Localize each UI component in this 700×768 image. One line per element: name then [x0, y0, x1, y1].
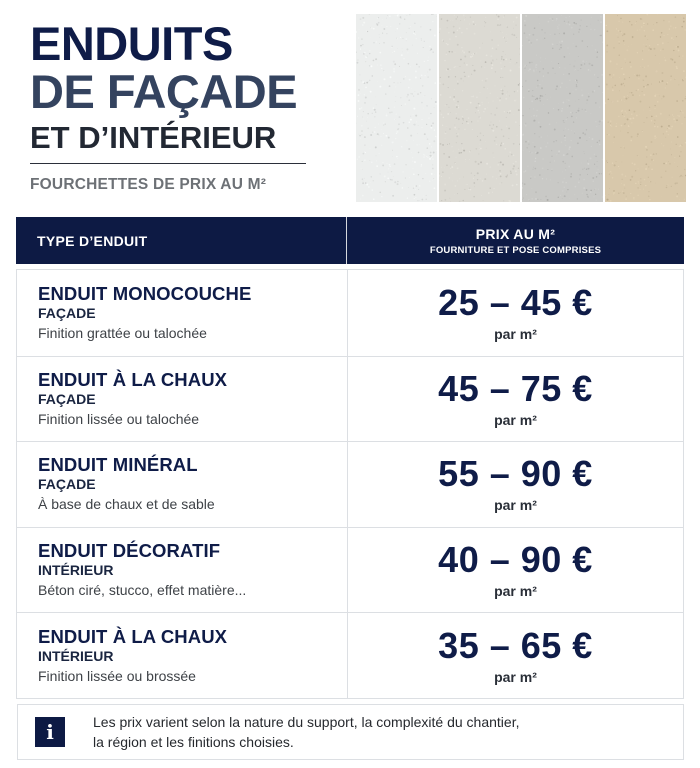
title-line-3: ET D’INTÉRIEUR	[30, 120, 277, 155]
title-divider	[30, 163, 306, 164]
price-cell	[348, 270, 683, 356]
price-range: 35 – 65 €	[438, 624, 593, 666]
render-name: ENDUIT MINÉRAL	[38, 454, 198, 476]
note-line-1: Les prix varient selon la nature du support, la complexité du chantier,	[93, 714, 520, 730]
render-location: INTÉRIEUR	[38, 647, 114, 664]
table-header	[16, 217, 684, 264]
note-text	[93, 712, 519, 752]
white-render-swatch	[356, 14, 437, 202]
type-cell	[17, 357, 348, 442]
title-block	[30, 17, 308, 158]
price-range: 40 – 90 €	[438, 539, 593, 581]
table-row	[17, 356, 683, 442]
price-cell	[348, 442, 683, 527]
render-location: FAÇADE	[38, 304, 96, 321]
info-icon: i	[35, 717, 65, 747]
type-cell	[17, 613, 348, 698]
price-range: 25 – 45 €	[438, 281, 593, 323]
type-cell	[17, 442, 348, 527]
price-cell	[348, 613, 683, 698]
price-cell	[348, 528, 683, 613]
texture-swatches	[356, 14, 686, 202]
render-description: Finition lissée ou talochée	[38, 410, 200, 427]
render-description: Béton ciré, stucco, effet matière...	[38, 582, 247, 599]
price-cell	[348, 357, 683, 442]
type-cell	[17, 270, 348, 356]
title-line-2: DE FAÇADE	[30, 65, 298, 118]
render-name: ENDUIT MONOCOUCHE	[38, 282, 252, 304]
subtitle: FOURCHETTES DE PRIX AU M²	[30, 176, 267, 193]
note-line-2: la région et les finitions choisies.	[93, 734, 294, 750]
render-name: ENDUIT DÉCORATIF	[38, 540, 221, 562]
table-row	[17, 270, 683, 356]
price-range: 45 – 75 €	[438, 367, 593, 409]
render-name: ENDUIT À LA CHAUX	[38, 625, 228, 647]
header-price-sublabel: FOURNITURE ET POSE COMPRISES	[429, 244, 602, 256]
type-cell	[17, 528, 348, 613]
price-unit: par m²	[494, 583, 537, 600]
table-row	[17, 527, 683, 613]
sand-render-swatch	[605, 14, 686, 202]
grey-render-swatch	[522, 14, 603, 202]
table-row	[17, 612, 683, 698]
table-body	[16, 269, 684, 699]
table-row	[17, 441, 683, 527]
render-location: FAÇADE	[38, 390, 96, 407]
info-note	[17, 704, 684, 760]
price-range: 55 – 90 €	[438, 453, 593, 495]
render-location: INTÉRIEUR	[38, 562, 114, 579]
render-description: Finition lissée ou brossée	[38, 667, 196, 684]
price-unit: par m²	[494, 668, 537, 685]
render-location: FAÇADE	[38, 476, 96, 493]
price-unit: par m²	[494, 325, 537, 342]
title-line-1: ENDUITS	[30, 17, 233, 70]
price-unit: par m²	[494, 411, 537, 428]
render-description: À base de chaux et de sable	[38, 496, 215, 513]
price-unit: par m²	[494, 497, 537, 514]
header-price	[347, 217, 684, 264]
price-table	[16, 217, 684, 699]
header-price-label: PRIX AU M²	[475, 225, 556, 242]
render-description: Finition grattée ou talochée	[38, 324, 207, 341]
render-name: ENDUIT À LA CHAUX	[38, 368, 228, 390]
header-type: TYPE D’ENDUIT	[16, 217, 347, 264]
cream-render-swatch	[439, 14, 520, 202]
